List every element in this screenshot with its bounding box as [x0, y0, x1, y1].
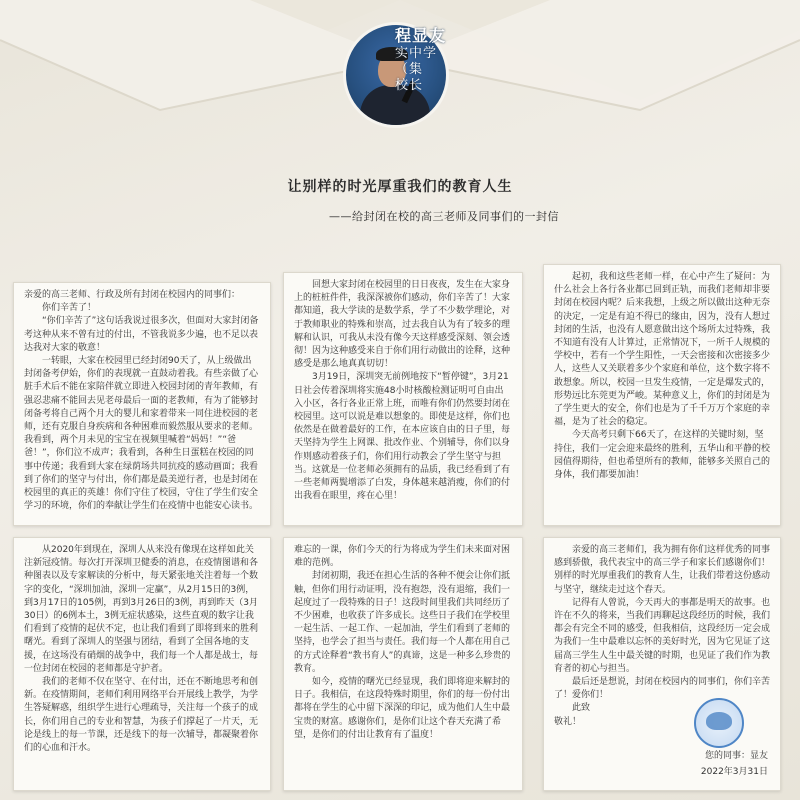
paragraph: 起初，我和这些老师一样，在心中产生了疑问：为什么社会上各行各业都已回到正轨，而我们老师却非要封闭在校园内呢？后来我想，上级之所以做出这种无奈的决定，一定是有迫不得已的缘由，因为，没有人想过封闭的生活，也没有人愿意做出这个场所太过特殊，我不知道有没有人计算过，正常情况下，一所千人规模的学校中，若有一个学生阳性，一天会密接和次密接多少人，这些人又关联着多少个家庭和单位，这个数字将不敢想象。所以，校园一旦发生疫情，一定是爆发式的，形势远比东莞更为严峻。某种意义上，你们的封闭是为了学生更大的安全，你们也是为了千千万万个家庭的幸福，是为了社会的稳定。 [554, 272, 771, 428]
paragraph: 如今，疫情的曙光已经显现，我们即将迎来解封的日子。我相信，在这段特殊时期里，你们的每一份付出都将在学生的心中留下深深的印记，成为他们人生中最宝贵的财富。感谢你们，是你们让这个春天充满了希望，是你们的付出让教育有了温度！ [294, 677, 511, 740]
paragraph: 回想大家封闭在校园里的日日夜夜，发生在大家身上的桩桩件件，我深深被你们感动，你们辛苦了！大家都知道，我大学读的是数学系，学了不少数学理论，对于教师职业的特殊和崇高，过去我自认为有了较多的理解和认识，可我从未没有像今天这样感受深刻、领会透彻！因为这种感受来自于你们用行动做出的诠释，这种感受是那么地真真切切！ [294, 280, 511, 370]
closing-salutation: 此致 [572, 703, 591, 714]
paragraph: “你们辛苦了”这句话我说过很多次，但面对大家封闭备考这种从来不曾有过的付出，不管我说多少遍，也不足以表达我对大家的敬意！ [24, 316, 259, 353]
signature: 您的同事：显友 [704, 751, 768, 761]
paragraph: 3月19日，深圳突无前例地按下“暂停键”，3月21日社会传着深圳将实施48小时核酸检测证明可自由出入小区，各行各业正常上班，而唯有你们仍然要封闭在校园里。这可以说是难以想象的。即使是这样，你们也依然是在做着最好的工作，在本应该自由的日子里，每天坚持为学生上网课、批改作业、个别辅导，你们以身作则感动着孩子们，你们用行动教会了学生坚守与担当。这就是一位老师必须拥有的品质，我已经看到了有一些老师两鬓增添了白发，身体越来越消瘦，你们的付出我看在眼里，疼在心里！ [294, 372, 511, 502]
paragraph: 封闭初期，我还在担心生活的各种不便会让你们抵触，但你们用行动证明，没有抱怨，没有退缩，我们一起度过了一段特殊的日子！这段时间里我们共同经历了不少困难，也收获了许多成长。这些日子我们在学校里一起生活、一起工作、一起加油，学生们看到了老师的坚持，也学会了担当与责任。我们每一个人都在用自己的方式诠释着“教书育人”的真谛，这是一种多么珍贵的教育。 [294, 571, 511, 674]
letter-card-6 [543, 537, 781, 791]
letter-date: 2022年3月31日 [700, 767, 768, 777]
photo-caption [395, 26, 453, 94]
paragraph: 最后还是想说，封闭在校园内的同事们，你们辛苦了！爱你们！ [554, 677, 771, 701]
paragraph: 一转眼，大家在校园里已经封闭90天了，从上级做出封闭备考伊始，你们的表现就一直鼓动着我。有些亲做了心脏手术后不能在家陪伴就立即进入校园封闭的青年教师，有强忍悲痛不能回去见老母最后一面的老教师，有为了能够封闭备考将自己两个月大的婴儿和家着带来一同住进校园的老师，还有克服自身疾病和各种困难而毅然服从要求的老师。我看到，两个月未见的宝宝在视频里喊着“妈妈！”“爸爸！”，你们泣不成声；我看到，各种生日蛋糕在校园的同事中传递；我看到大家在绿荫场共同抗疫的感动画面；我看到了你们的坚守与付出，你们都是最美逆行者，也是封闭在校园里的真正的英雄！你们守住了校园，守住了学生们安全学习的环境，你们的奉献让学生们在疫情中也能安心读书。 [24, 356, 259, 512]
letter-card-2 [283, 272, 523, 526]
paragraph: 记得有人曾说，今天再大的事都是明天的故事。也许在不久的将来，当我们再聊起这段经历的时候，我们都会有完全不同的感受，但我相信，这段经历一定会成为我们一生中最难以忘怀的美好时光，因为它见证了这届高三学生人生中最关键的时期，也见证了我们作为教育者的初心与担当。 [554, 597, 771, 674]
letter-title: 让别样的时光厚重我们的教育人生 [287, 179, 513, 195]
greeting: 亲爱的高三老师、行政及所有封闭在校园内的同事们： [24, 290, 241, 300]
closing-regards: 敬礼！ [554, 716, 582, 727]
letter-card-3 [543, 264, 781, 526]
paragraph: 亲爱的高三老师们，我为拥有你们这样优秀的同事感到骄傲，我代表宝中的高三学子和家长们感谢你们！别样的时光厚重我们的教育人生，让我们带着这份感动与坚守，继续走过这个春天。 [554, 545, 771, 595]
author-photo [343, 8, 453, 148]
paragraph: 难忘的一课，你们今天的行为将成为学生们未来面对困难的范例。 [294, 545, 511, 569]
paragraph: 今天高考只剩下66天了，在这样的关键时刻，坚持住，我们一定会迎来最终的胜利，五华山和平静的校园值得期待，但也希望所有的教师，能够多关照自己的身体，我们都要加油！ [554, 430, 771, 481]
letter-card-1 [13, 282, 271, 526]
paragraph: 我们的老师不仅在坚守、在付出，还在不断地思考和创新。在疫情期间，老师们利用网络平台开展线上教学，为学生答疑解惑，组织学生进行心理疏导，关注每一个孩子的成长，你们用自己的专业和智慧，为孩子们撑起了一片天，无论是线上的每一节课，还是线下的每一次辅导，都凝聚着你们的心血和汗水。 [24, 677, 259, 754]
paragraph: 你们辛苦了！ [42, 303, 97, 314]
letter-card-5 [283, 537, 523, 791]
caption-line-2: 实中学（集 [395, 46, 438, 77]
school-seal-icon [694, 698, 744, 748]
caption-line-3: 校长 [395, 78, 424, 93]
letter-card-4 [13, 537, 271, 791]
letter-subtitle: ——给封闭在校的高三老师及同事们的一封信 [329, 210, 559, 223]
paragraph: 从2020年到现在，深圳人从来没有像现在这样如此关注新冠疫情。每次打开深圳卫健委的消息，在疫情图谱和各种图表以及专家解读的分析中，每天紧张地关注着每一个数字的变化，“深圳加油，深圳一定赢”，从2月15日的3例，到3月17日的105例，再到3月26日的3例，再到昨天（3月30日）的6例本土，3例无症状感染，这些直观的数字让我们看到了疫情的起伏不定，也让我们看到了即将到来的胜利曙光。看到了深圳人的坚强与团结，看到了全国各地的支援，在这场没有硝烟的战争中，我们每一个人都是战士，每一位封闭在校园的老师都是守护者。 [24, 545, 259, 674]
caption-line-1: 程显友 [395, 26, 447, 45]
